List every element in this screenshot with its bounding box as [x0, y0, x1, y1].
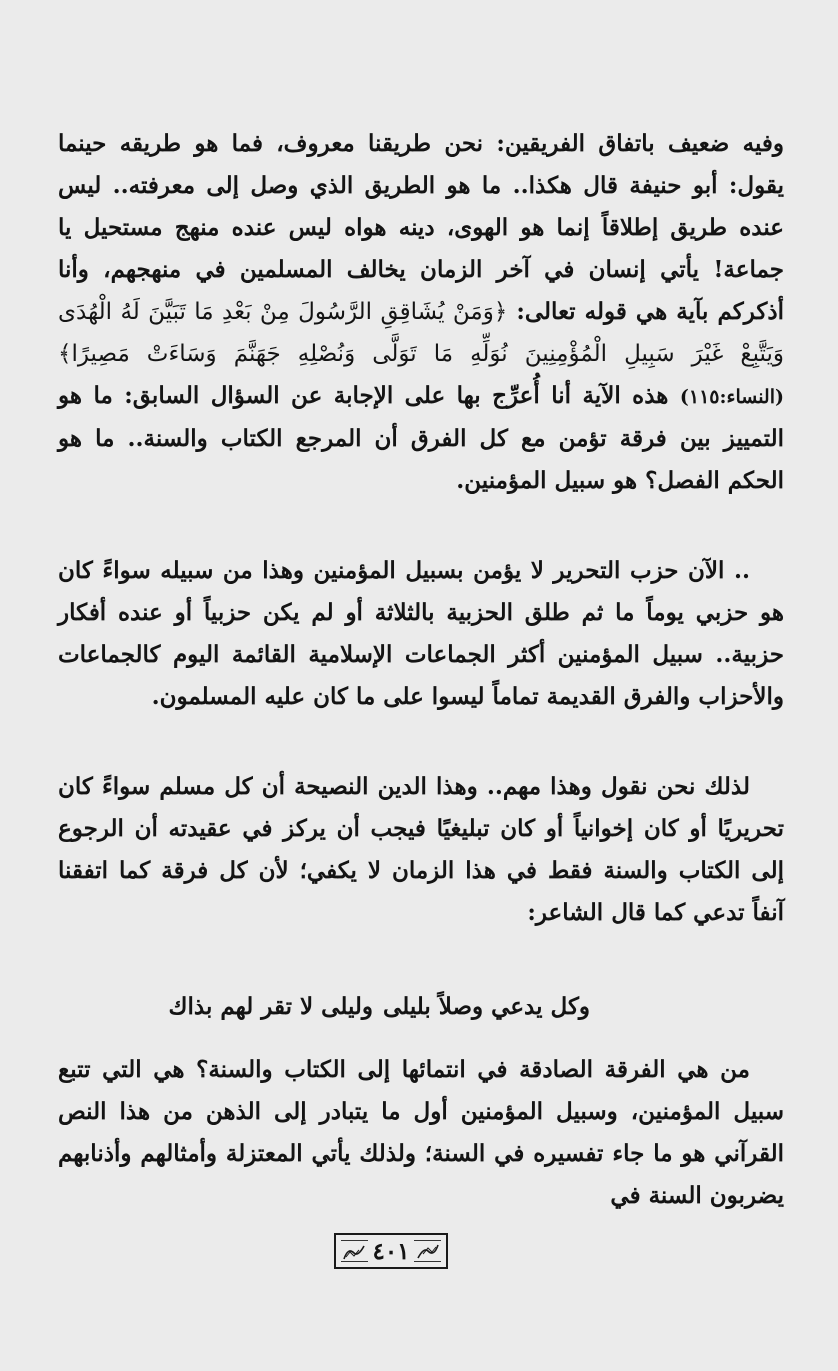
- ornament-right-icon: [416, 1243, 440, 1261]
- paragraph-1-text-end: هذه الآية أنا أُعرِّج بها على الإجابة عن السؤال السابق: ما هو التمييز بين فرقة تؤمن مع كل الفرق أن المرجع الكتاب والسنة.. ما هو الحكم الفصل؟ هو سبيل المؤمنين.: [58, 382, 784, 494]
- paragraph-3: لذلك نحن نقول وهذا مهم.. وهذا الدين النصيحة أن كل مسلم سواءً كان تحريريًا أو كان إخوانياً أو كان تبليغيًا فيجب أن يركز في عقيدته أن الرجوع إلى الكتاب والسنة فقط في هذا الزمان لا يكفي؛ لأن كل فرقة كما اتفقنا آنفاً تدعي كما قال الشاعر:: [58, 773, 784, 926]
- paragraph-1: [58, 123, 784, 502]
- poem-first-hemistich: وكل يدعي وصلاً بليلى: [383, 993, 590, 1020]
- paragraph-4: من هي الفرقة الصادقة في انتمائها إلى الكتاب والسنة؟ هي التي تتبع سبيل المؤمنين، وسبيل المؤمنين أول ما يتبادر إلى الذهن من هذا النص القرآني هو ما جاء تفسيره في السنة؛ ولذلك يأتي المعتزلة وأمثالهم وأذنابهم يضربون السنة في: [58, 1056, 784, 1209]
- paragraph-2: .. الآن حزب التحرير لا يؤمن بسبيل المؤمنين وهذا من سبيله سواءً كان هو حزبي يوماً ما ثم طلق الحزبية بالثلاثة أو لم يكن حزبياً أو عنده أفكار حزبية.. سبيل المؤمنين أكثر الجماعات الإسلامية القائمة اليوم كالجماعات والأحزاب والفرق القديمة تماماً ليسوا على ما كان عليه المسلمون.: [58, 557, 784, 710]
- paragraph-1-text-start: وفيه ضعيف باتفاق الفريقين: نحن طريقنا معروف، فما هو طريقه حينما يقول: أبو حنيفة قال هكذا.. ما هو الطريق الذي وصل إلى معرفته.. ليس عنده طريق إطلاقاً إنما هو الهوى، دينه هواه ليس عنده منهج مستحيل يا جماعة! يأتي إنسان في آخر الزمان يخالف المسلمين في منهجهم، وأنا أذكركم بآية هي قوله تعالى:: [58, 130, 784, 325]
- verse-reference: (النساء:١١٥): [679, 386, 784, 408]
- page-number-frame: [334, 1233, 448, 1269]
- page-number: ٤٠١: [368, 1238, 413, 1265]
- ornament-left-icon: [342, 1243, 366, 1261]
- poem-second-hemistich: وليلى لا تقر لهم بذاك: [168, 993, 373, 1020]
- quran-verse: ﴿وَمَنْ يُشَاقِقِ الرَّسُولَ مِنْ بَعْدِ مَا تَبَيَّنَ لَهُ الْهُدَى وَيَتَّبِعْ غَيْرَ سَبِيلِ الْمُؤْمِنِينَ نُوَلِّهِ مَا تَوَلَّى وَنُصْلِهِ جَهَنَّمَ وَسَاءَتْ مَصِيرًا﴾: [58, 299, 784, 367]
